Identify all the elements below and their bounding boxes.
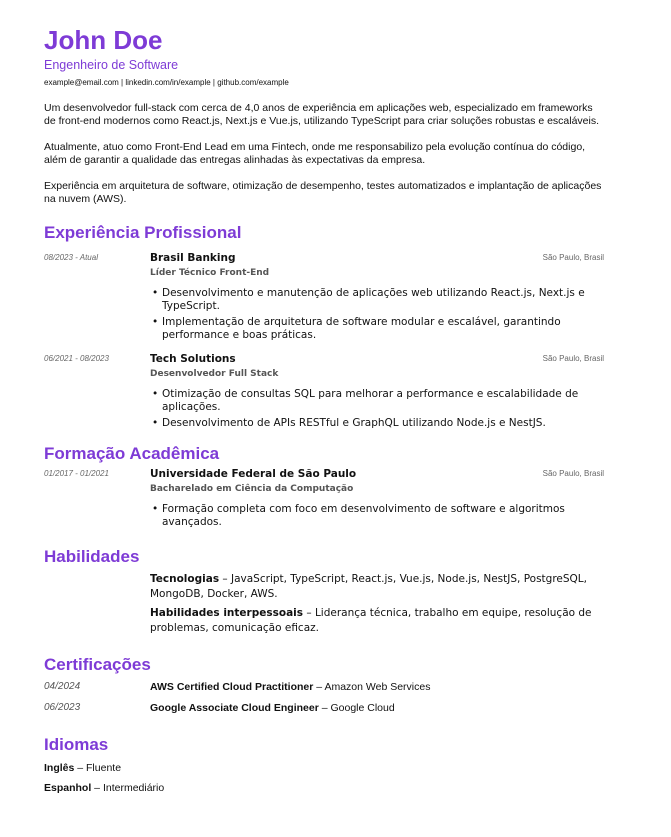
language-name: Espanhol	[44, 782, 92, 794]
job-dates: 06/2021 - 08/2023	[44, 354, 109, 363]
job-location: São Paulo, Brasil	[542, 354, 604, 363]
list-item: • Otimização de consultas SQL para melhorar a performance e escalabilidade de aplicações.	[150, 388, 604, 414]
certification-row	[44, 701, 604, 722]
job-bullets	[150, 287, 604, 342]
language-level: – Intermediário	[91, 782, 165, 794]
skill-technologies	[150, 572, 604, 602]
section-title-skills: Habilidades	[44, 547, 140, 566]
skill-interpersonal	[150, 606, 604, 636]
job-entry	[44, 353, 604, 430]
certification-issuer: – Amazon Web Services	[313, 681, 431, 693]
certification-row	[44, 680, 604, 701]
education-degree: Bacharelado em Ciência da Computação	[150, 484, 354, 494]
contact-line: example@email.com | linkedin.com/in/example | github.com/example	[44, 78, 289, 87]
language-item	[44, 761, 604, 775]
section-title-education: Formação Acadêmica	[44, 444, 220, 463]
skill-label: Tecnologias	[150, 573, 220, 585]
list-item: • Formação completa com foco em desenvolvimento de software e algoritmos avançados.	[150, 503, 604, 529]
summary-paragraph: Atualmente, atuo como Front-End Lead em uma Fintech, onde me responsabilizo pela evolução contínua do código, além de garantir a qualidade das entregas alinhadas às expectativas da empresa.	[44, 141, 586, 166]
job-position: Líder Técnico Front-End	[150, 268, 270, 278]
certification-name: AWS Certified Cloud Practitioner	[150, 681, 314, 693]
section-title-certifications: Certificações	[44, 655, 151, 674]
job-company: Tech Solutions	[150, 353, 236, 365]
candidate-name: John Doe	[44, 25, 163, 55]
language-name: Inglês	[44, 762, 75, 774]
resume	[44, 24, 604, 801]
languages-list	[44, 761, 604, 795]
list-item: • Desenvolvimento e manutenção de aplicações web utilizando React.js, Next.js e TypeScript.	[150, 287, 604, 313]
job-entry	[44, 252, 604, 342]
skills-block	[150, 572, 604, 636]
certification-name: Google Associate Cloud Engineer	[150, 702, 319, 714]
certification-date: 06/2023	[44, 702, 81, 713]
job-company: Brasil Banking	[150, 252, 236, 264]
summary	[44, 102, 604, 206]
job-bullets	[150, 388, 604, 430]
education-school: Universidade Federal de São Paulo	[150, 468, 357, 480]
education-location: São Paulo, Brasil	[542, 469, 604, 478]
skill-value: – Liderança técnica, trabalho em equipe, resolução de problemas, comunicação eficaz.	[150, 607, 592, 634]
section-title-languages: Idiomas	[44, 735, 109, 754]
skill-value: – JavaScript, TypeScript, React.js, Vue.js, Node.js, NestJS, PostgreSQL, MongoDB, Docker, AWS.	[150, 573, 587, 600]
certification-text	[150, 680, 430, 694]
certification-date: 04/2024	[44, 681, 81, 692]
section-title-experience: Experiência Profissional	[44, 223, 242, 242]
education-bullets	[150, 503, 604, 529]
job-dates: 08/2023 - Atual	[44, 253, 98, 262]
summary-paragraph: Um desenvolvedor full-stack com cerca de 4,0 anos de experiência em aplicações web, especializado em frameworks de front-end modernos como React.js, Next.js e Vue.js, utilizando TypeScript para criar soluções robustas e escaláveis.	[44, 102, 600, 127]
summary-paragraph: Experiência em arquitetura de software, otimização de desempenho, testes automatizados e implantação de aplicações na nuvem (AWS).	[44, 180, 602, 205]
candidate-role: Engenheiro de Software	[44, 58, 179, 72]
certification-text	[150, 701, 395, 715]
certification-issuer: – Google Cloud	[318, 702, 395, 714]
education-dates: 01/2017 - 01/2021	[44, 469, 109, 478]
language-level: – Fluente	[74, 762, 122, 774]
job-location: São Paulo, Brasil	[542, 253, 604, 262]
job-position: Desenvolvedor Full Stack	[150, 369, 279, 379]
language-item	[44, 781, 604, 795]
certifications-list	[44, 680, 604, 722]
skill-label: Habilidades interpessoais	[150, 607, 304, 619]
education-entry	[44, 468, 604, 529]
list-item: • Desenvolvimento de APIs RESTful e GraphQL utilizando Node.js e NestJS.	[150, 417, 604, 430]
list-item: • Implementação de arquitetura de software modular e escalável, garantindo performance e boas práticas.	[150, 316, 604, 342]
